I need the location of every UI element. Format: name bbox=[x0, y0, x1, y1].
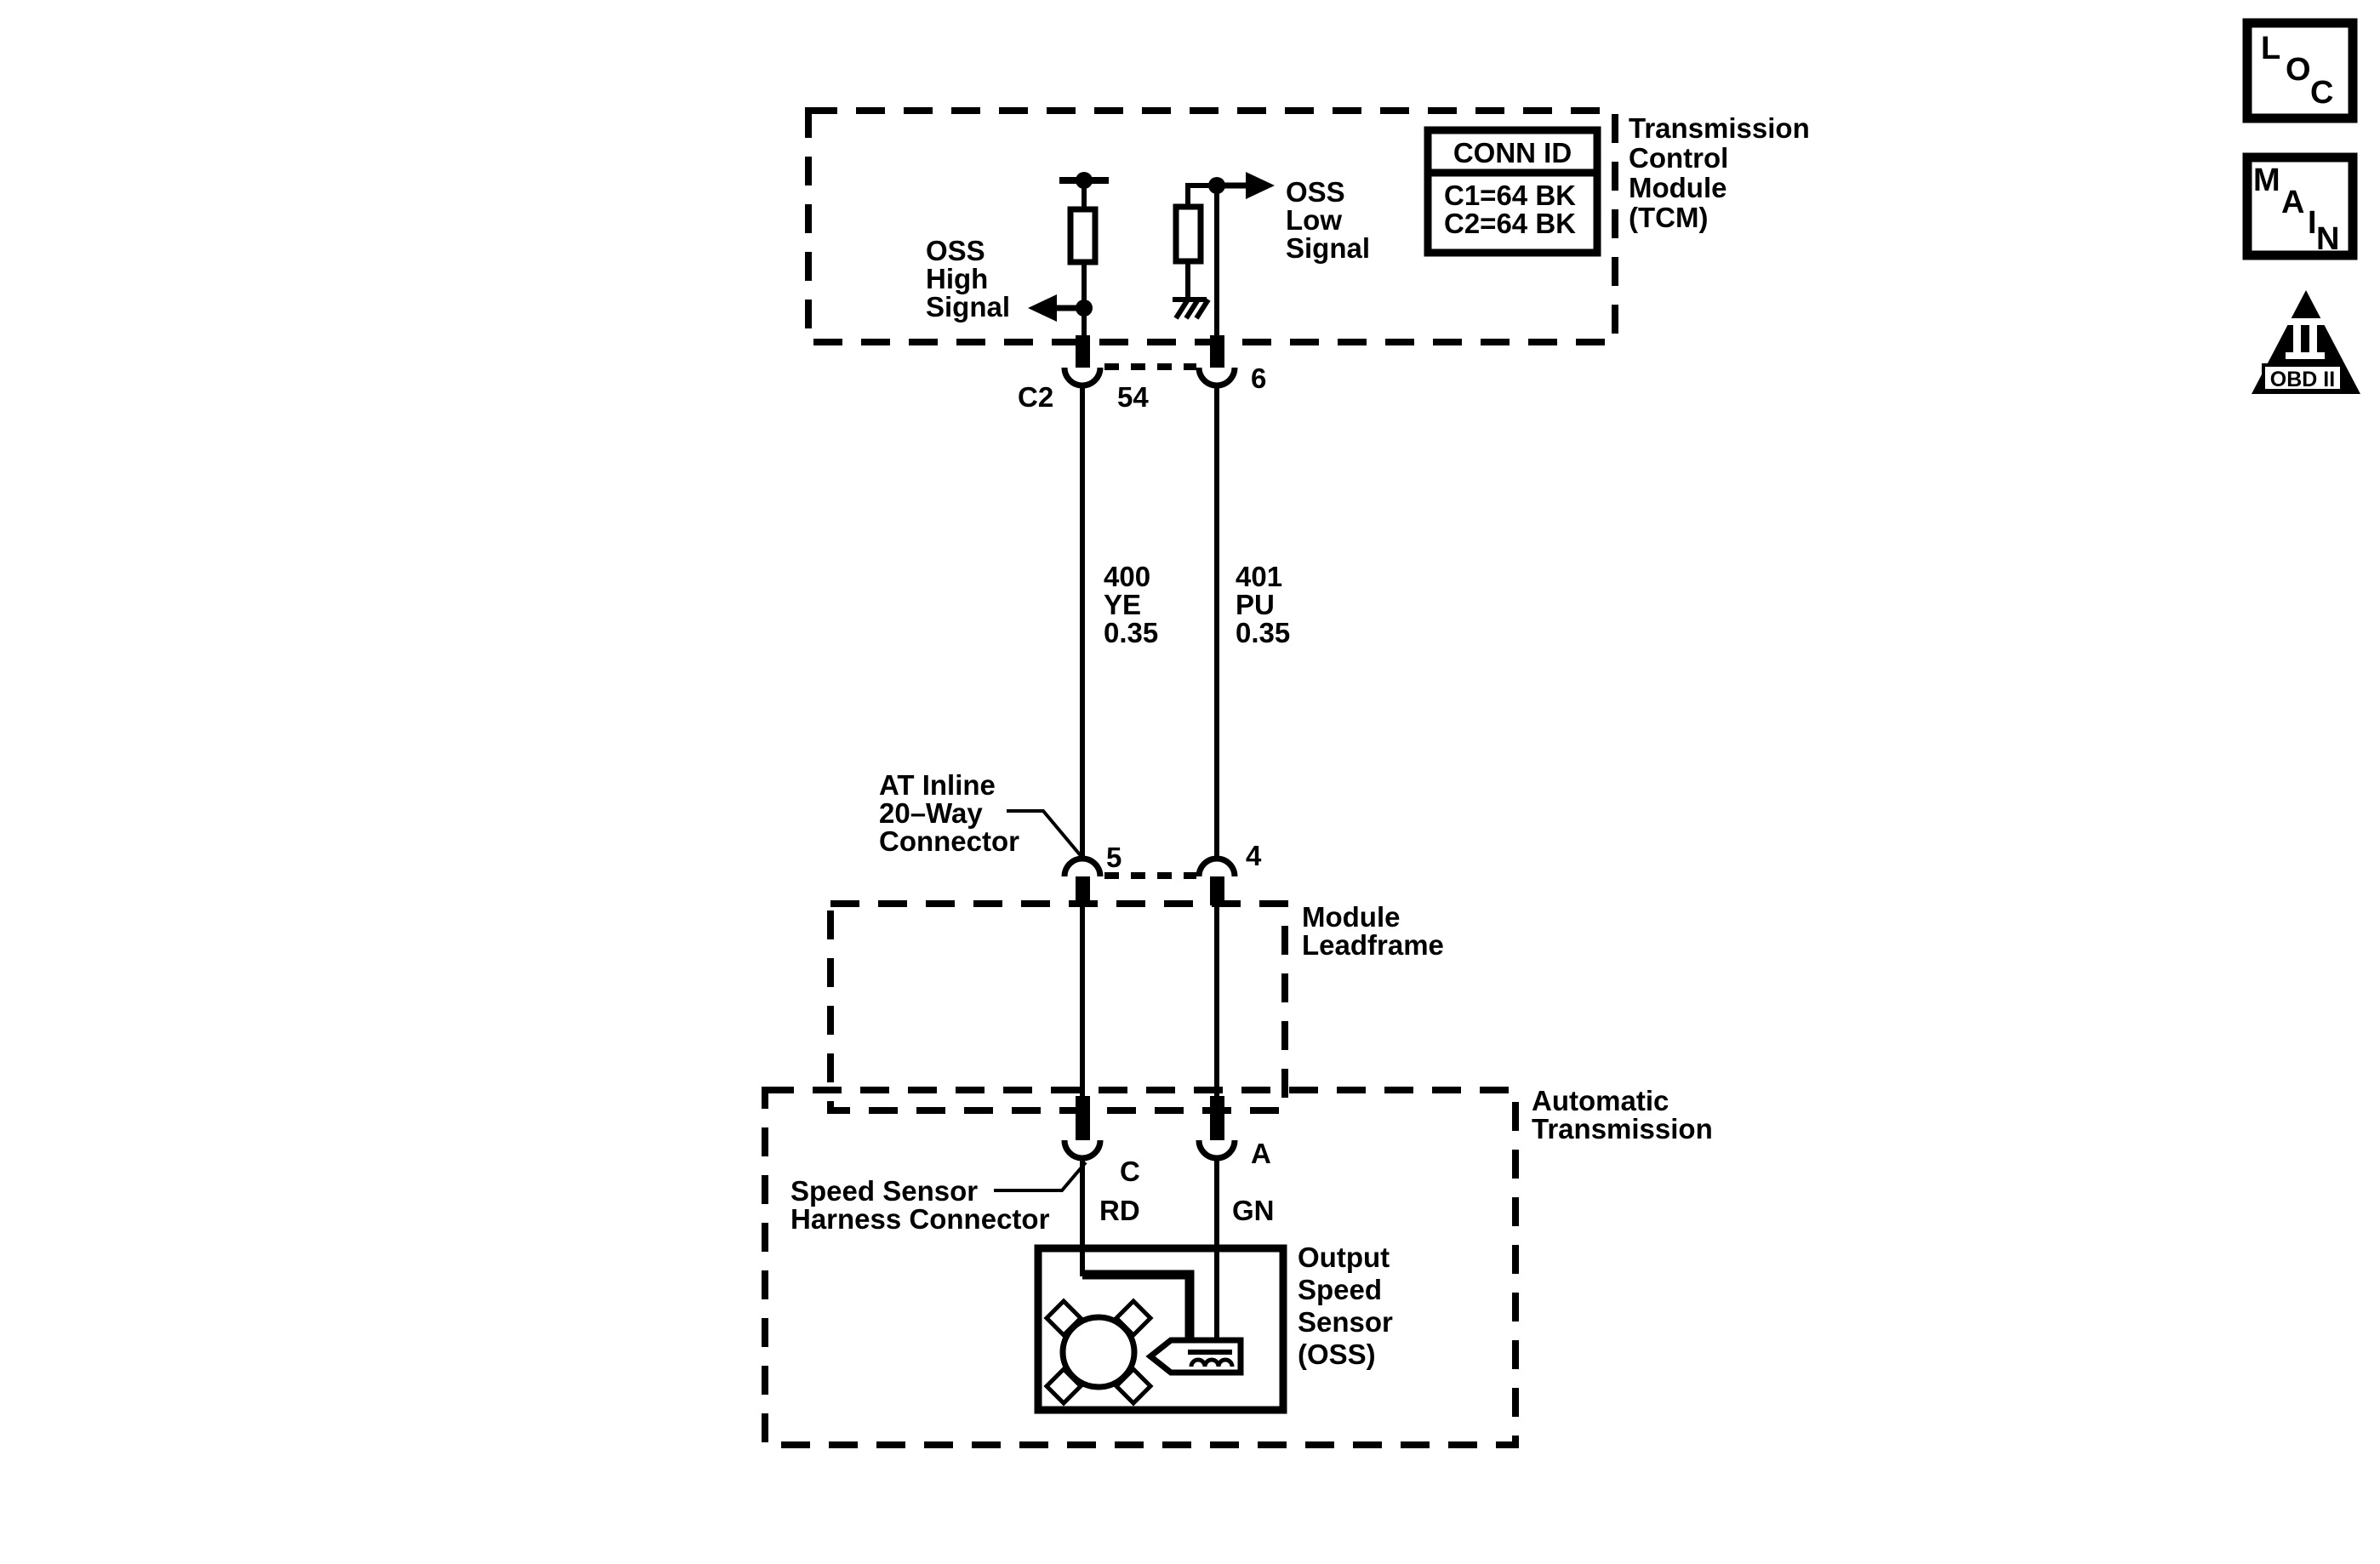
oss-low-pulldown bbox=[1173, 172, 1275, 337]
automatic-transmission-label-line: Transmission bbox=[1532, 1113, 1713, 1144]
sensor-connector-label-line: Harness Connector bbox=[790, 1203, 1050, 1235]
wire-color-code: GN bbox=[1232, 1195, 1275, 1226]
inline-connector-label-line: Connector bbox=[879, 825, 1019, 857]
automatic-transmission-label-line: Automatic bbox=[1532, 1085, 1669, 1116]
resistor-icon bbox=[1176, 207, 1201, 261]
main-badge-letter: M bbox=[2253, 163, 2280, 198]
inline-pin-number: 5 bbox=[1106, 842, 1122, 873]
sensor-coil-tag-icon bbox=[1150, 1340, 1241, 1373]
oss-high-label-line: Signal bbox=[926, 291, 1011, 323]
main-badge-letter: N bbox=[2316, 221, 2340, 257]
loc-badge-letter: L bbox=[2261, 31, 2281, 66]
oss-label-line: (OSS) bbox=[1298, 1339, 1376, 1370]
conn-id-row: C1=64 BK bbox=[1444, 180, 1576, 211]
tcm-name-line: Control bbox=[1629, 142, 1729, 174]
oss-label-line: Output bbox=[1298, 1241, 1390, 1273]
wire-color-code: PU bbox=[1236, 589, 1275, 620]
conn-id-row: C2=64 BK bbox=[1444, 208, 1576, 239]
tcm-name-line: Module bbox=[1629, 172, 1727, 203]
main-badge-letter: I bbox=[2308, 205, 2317, 241]
female-cup-icon bbox=[1199, 1140, 1235, 1158]
signal-arrow-left-icon bbox=[1028, 294, 1057, 322]
male-pin-icon bbox=[1210, 1096, 1224, 1140]
inline-connector-label-line: AT Inline bbox=[879, 769, 996, 801]
oss-high-pullup bbox=[1028, 172, 1109, 337]
female-cup-icon bbox=[1199, 368, 1235, 385]
sensor-pin-letter: A bbox=[1251, 1138, 1271, 1169]
wire-circuit-number: 400 bbox=[1104, 561, 1151, 592]
resistor-icon bbox=[1070, 209, 1095, 262]
oss-low-label-line: Low bbox=[1286, 204, 1342, 236]
main-badge-letter: A bbox=[2281, 185, 2305, 220]
male-pin-icon bbox=[1210, 335, 1224, 368]
wire-color-code: YE bbox=[1104, 589, 1142, 620]
module-leadframe-label-line: Module bbox=[1302, 901, 1401, 933]
loc-badge-letter: C bbox=[2310, 75, 2334, 111]
sensor-pin-letter: C bbox=[1120, 1156, 1140, 1187]
female-cup-icon bbox=[1064, 368, 1100, 385]
tcm-pin-number: 6 bbox=[1251, 362, 1267, 394]
wire-circuit-number: 401 bbox=[1236, 561, 1283, 592]
oss-label-line: Sensor bbox=[1298, 1306, 1393, 1338]
oss-low-label-line: Signal bbox=[1286, 232, 1371, 264]
female-cup-icon bbox=[1064, 1140, 1100, 1158]
oss-high-label-line: OSS bbox=[926, 235, 985, 266]
male-pin-icon bbox=[1076, 335, 1090, 368]
female-cup-icon bbox=[1064, 859, 1100, 876]
tcm-pin-number: 54 bbox=[1117, 381, 1149, 413]
wire-color-code: RD bbox=[1099, 1195, 1140, 1226]
loc-badge-letter: O bbox=[2286, 52, 2311, 88]
inline-connector-label-line: 20–Way bbox=[879, 797, 983, 829]
tcm-connector-id: C2 bbox=[1018, 381, 1054, 413]
tcm-name-line: (TCM) bbox=[1629, 202, 1709, 233]
signal-arrow-right-icon bbox=[1246, 172, 1275, 199]
wire-size: 0.35 bbox=[1104, 617, 1159, 648]
wire-size: 0.35 bbox=[1236, 617, 1291, 648]
male-pin-icon bbox=[1076, 1096, 1090, 1140]
obd2-badge-label: OBD II bbox=[2269, 368, 2336, 391]
female-cup-icon bbox=[1199, 859, 1235, 876]
inline-pin-number: 4 bbox=[1246, 840, 1262, 871]
module-leadframe-label-line: Leadframe bbox=[1302, 929, 1444, 961]
tcm-name-line: Transmission bbox=[1629, 112, 1810, 144]
leader-line bbox=[994, 1162, 1086, 1190]
chassis-ground-icon bbox=[1173, 300, 1208, 318]
tone-wheel-icon bbox=[1047, 1301, 1150, 1403]
oss-label-line: Speed bbox=[1298, 1274, 1383, 1305]
oss-high-label-line: High bbox=[926, 263, 989, 294]
oss-low-label-line: OSS bbox=[1286, 176, 1345, 208]
sensor-connector-label-line: Speed Sensor bbox=[790, 1175, 979, 1207]
conn-id-title: CONN ID bbox=[1453, 137, 1572, 168]
